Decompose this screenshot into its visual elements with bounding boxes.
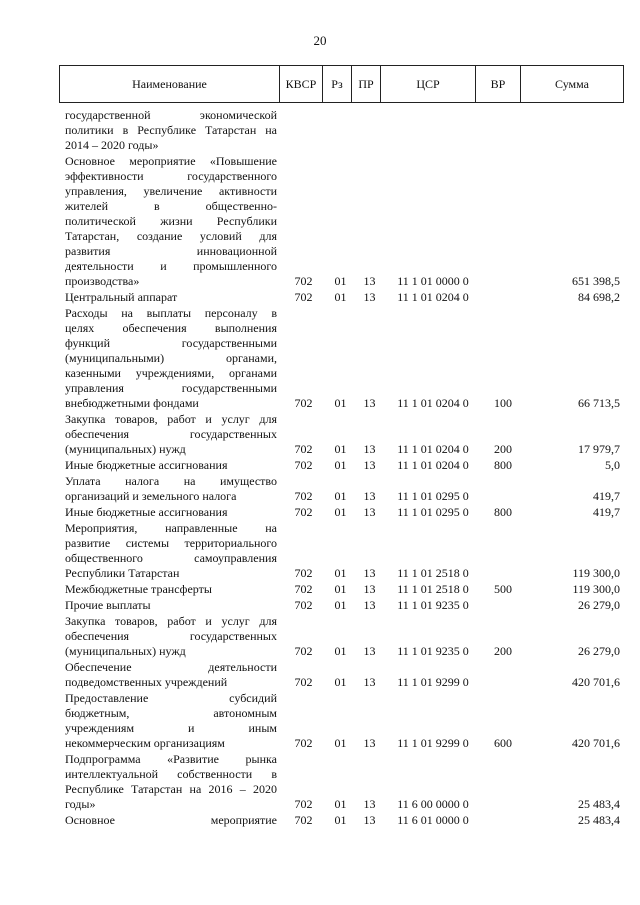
row-sum: 419,7 <box>593 489 620 503</box>
table-row <box>65 521 624 581</box>
row-rz: 01 <box>334 736 347 750</box>
row-name <box>65 412 277 457</box>
row-name-line: (муниципальными) органами, <box>65 351 277 365</box>
row-name-line: Республике Татарстан на 2016 – 2020 <box>65 782 277 796</box>
row-name-line: целях обеспечения выполнения <box>65 321 277 335</box>
header-vr: ВР <box>476 66 521 102</box>
row-csr: 11 6 01 0000 0 <box>397 813 469 827</box>
row-sum: 26 279,0 <box>578 598 620 612</box>
row-name-line: Закупка товаров, работ и услуг для <box>65 614 277 628</box>
row-sum: 66 713,5 <box>578 396 620 410</box>
row-name-line: Иные бюджетные ассигнования <box>65 458 228 472</box>
row-kvsr: 702 <box>294 566 313 580</box>
row-name-line: функций государственными <box>65 336 277 350</box>
table-row <box>65 813 624 828</box>
row-rz: 01 <box>334 489 347 503</box>
row-sum: 25 483,4 <box>578 813 620 827</box>
row-sum: 5,0 <box>605 458 620 472</box>
table-row <box>65 505 624 520</box>
row-csr: 11 6 00 0000 0 <box>397 797 469 811</box>
row-pr: 13 <box>363 582 376 596</box>
row-name-line: Подпрограмма «Развитие рынка <box>65 752 277 766</box>
row-name-line: Уплата налога на имущество <box>65 474 277 488</box>
row-kvsr: 702 <box>294 797 313 811</box>
row-kvsr: 702 <box>294 274 313 288</box>
row-name-line: политической жизни Республики <box>65 214 277 228</box>
row-csr: 11 1 01 0204 0 <box>397 290 469 304</box>
row-csr: 11 1 01 0204 0 <box>397 442 469 456</box>
row-name-line: Центральный аппарат <box>65 290 178 304</box>
table-body <box>65 108 624 828</box>
row-name-line: развитие системы территориального <box>65 536 277 550</box>
row-csr: 11 1 01 0204 0 <box>397 458 469 472</box>
table-row <box>65 306 624 411</box>
row-kvsr: 702 <box>294 442 313 456</box>
row-rz: 01 <box>334 582 347 596</box>
row-name-line: эффективности государственного <box>65 169 277 183</box>
row-pr: 13 <box>363 644 376 658</box>
header-name: Наименование <box>60 66 280 102</box>
row-vr: 500 <box>494 582 512 596</box>
row-kvsr: 702 <box>294 290 313 304</box>
row-rz: 01 <box>334 675 347 689</box>
row-rz: 01 <box>334 813 347 827</box>
row-vr: 800 <box>494 505 512 519</box>
row-name-line: жителей в общественно- <box>65 199 277 213</box>
row-name-line: Предоставление субсидий <box>65 691 277 705</box>
row-sum: 17 979,7 <box>578 442 620 456</box>
row-rz: 01 <box>334 797 347 811</box>
table-row <box>65 691 624 751</box>
row-pr: 13 <box>363 290 376 304</box>
table-header <box>59 65 624 103</box>
row-name <box>65 598 277 613</box>
row-rz: 01 <box>334 396 347 410</box>
row-name-line: государственной экономической <box>65 108 277 122</box>
table-row <box>65 598 624 613</box>
row-name-line: 2014 – 2020 годы» <box>65 138 159 152</box>
table-row <box>65 752 624 812</box>
table-row <box>65 614 624 659</box>
row-rz: 01 <box>334 442 347 456</box>
row-sum: 420 701,6 <box>572 675 620 689</box>
row-name-line: организаций и земельного налога <box>65 489 237 503</box>
table-row <box>65 154 624 289</box>
row-name <box>65 474 277 504</box>
row-kvsr: 702 <box>294 675 313 689</box>
row-pr: 13 <box>363 675 376 689</box>
table-row <box>65 458 624 473</box>
row-name-line: обеспечения государственных <box>65 629 277 643</box>
row-name <box>65 154 277 289</box>
row-pr: 13 <box>363 566 376 580</box>
row-csr: 11 1 01 0000 0 <box>397 274 469 288</box>
row-pr: 13 <box>363 598 376 612</box>
row-name-line: Иные бюджетные ассигнования <box>65 505 228 519</box>
row-kvsr: 702 <box>294 489 313 503</box>
row-pr: 13 <box>363 274 376 288</box>
row-name-line: политики в Республике Татарстан на <box>65 123 277 137</box>
row-name-line: интеллектуальной собственности в <box>65 767 277 781</box>
row-name-line: деятельности и промышленного <box>65 259 277 273</box>
row-kvsr: 702 <box>294 396 313 410</box>
row-sum: 119 300,0 <box>572 566 620 580</box>
row-name-line: Республики Татарстан <box>65 566 180 580</box>
row-name-line: управления, увеличение активности <box>65 184 277 198</box>
row-vr: 200 <box>494 644 512 658</box>
row-rz: 01 <box>334 644 347 658</box>
table-row <box>65 412 624 457</box>
row-kvsr: 702 <box>294 813 313 827</box>
row-kvsr: 702 <box>294 736 313 750</box>
header-sum: Сумма <box>555 76 589 91</box>
row-rz: 01 <box>334 274 347 288</box>
header-pr: ПР <box>352 66 381 102</box>
row-name <box>65 108 277 153</box>
row-name-line: обеспечения государственных <box>65 427 277 441</box>
row-pr: 13 <box>363 736 376 750</box>
row-name-line: Мероприятия, направленные на <box>65 521 277 535</box>
row-name-line: Расходы на выплаты персоналу в <box>65 306 277 320</box>
row-name-line: Закупка товаров, работ и услуг для <box>65 412 277 426</box>
row-name <box>65 306 277 411</box>
row-kvsr: 702 <box>294 598 313 612</box>
row-name-line: Обеспечение деятельности <box>65 660 277 674</box>
row-name-line: подведомственных учреждений <box>65 675 228 689</box>
table-row <box>65 290 624 305</box>
row-name-line: (муниципальных) нужд <box>65 442 186 456</box>
row-kvsr: 702 <box>294 505 313 519</box>
row-name-line: внебюджетными фондами <box>65 396 199 410</box>
row-name <box>65 521 277 581</box>
row-sum: 26 279,0 <box>578 644 620 658</box>
header-rz: Рз <box>323 66 352 102</box>
row-name-line: управления государственными <box>65 381 277 395</box>
row-name-line: учреждениям и иным <box>65 721 277 735</box>
row-name-line: производства» <box>65 274 140 288</box>
row-csr: 11 1 01 9299 0 <box>397 736 469 750</box>
row-csr: 11 1 01 0204 0 <box>397 396 469 410</box>
row-csr: 11 1 01 2518 0 <box>397 566 469 580</box>
row-vr: 800 <box>494 458 512 472</box>
row-csr: 11 1 01 9235 0 <box>397 644 469 658</box>
row-name-line: бюджетным, автономным <box>65 706 277 720</box>
row-vr: 200 <box>494 442 512 456</box>
row-name <box>65 660 277 690</box>
row-kvsr: 702 <box>294 644 313 658</box>
row-pr: 13 <box>363 396 376 410</box>
row-pr: 13 <box>363 442 376 456</box>
row-csr: 11 1 01 0295 0 <box>397 505 469 519</box>
row-rz: 01 <box>334 458 347 472</box>
row-name <box>65 691 277 751</box>
row-pr: 13 <box>363 505 376 519</box>
row-name <box>65 614 277 659</box>
page-number: 20 <box>313 33 327 48</box>
row-sum: 419,7 <box>593 505 620 519</box>
row-csr: 11 1 01 2518 0 <box>397 582 469 596</box>
row-rz: 01 <box>334 505 347 519</box>
table-row <box>65 474 624 504</box>
header-kvsr: КВСР <box>280 66 323 102</box>
row-name <box>65 290 277 305</box>
row-name-line: (муниципальных) нужд <box>65 644 186 658</box>
row-name-line: годы» <box>65 797 96 811</box>
row-pr: 13 <box>363 797 376 811</box>
row-name-line: Основное мероприятие «Повышение <box>65 154 277 168</box>
row-pr: 13 <box>363 489 376 503</box>
row-name <box>65 582 277 597</box>
row-sum: 420 701,6 <box>572 736 620 750</box>
row-name-line: некоммерческим организациям <box>65 736 225 750</box>
table-row <box>65 660 624 690</box>
table-row <box>65 582 624 597</box>
row-name-line: развития инновационной <box>65 244 277 258</box>
row-name-line: общественного самоуправления <box>65 551 277 565</box>
row-kvsr: 702 <box>294 582 313 596</box>
row-rz: 01 <box>334 566 347 580</box>
row-name <box>65 813 277 828</box>
row-rz: 01 <box>334 290 347 304</box>
row-name-line: Межбюджетные трансферты <box>65 582 212 596</box>
row-kvsr: 702 <box>294 458 313 472</box>
row-vr: 600 <box>494 736 512 750</box>
header-csr: ЦСР <box>381 66 476 102</box>
row-pr: 13 <box>363 458 376 472</box>
row-name-line: Татарстан, создание условий для <box>65 229 277 243</box>
row-name <box>65 505 277 520</box>
row-pr: 13 <box>363 813 376 827</box>
row-name-line: Прочие выплаты <box>65 598 151 612</box>
table-row <box>65 108 624 153</box>
row-name-line: Основное мероприятие <box>65 813 277 827</box>
row-name <box>65 752 277 812</box>
row-sum: 651 398,5 <box>572 274 620 288</box>
row-csr: 11 1 01 0295 0 <box>397 489 469 503</box>
row-sum: 119 300,0 <box>572 582 620 596</box>
row-csr: 11 1 01 9235 0 <box>397 598 469 612</box>
row-sum: 84 698,2 <box>578 290 620 304</box>
row-sum: 25 483,4 <box>578 797 620 811</box>
row-rz: 01 <box>334 598 347 612</box>
row-csr: 11 1 01 9299 0 <box>397 675 469 689</box>
row-vr: 100 <box>494 396 512 410</box>
row-name-line: казенными учреждениями, органами <box>65 366 277 380</box>
row-name <box>65 458 277 473</box>
